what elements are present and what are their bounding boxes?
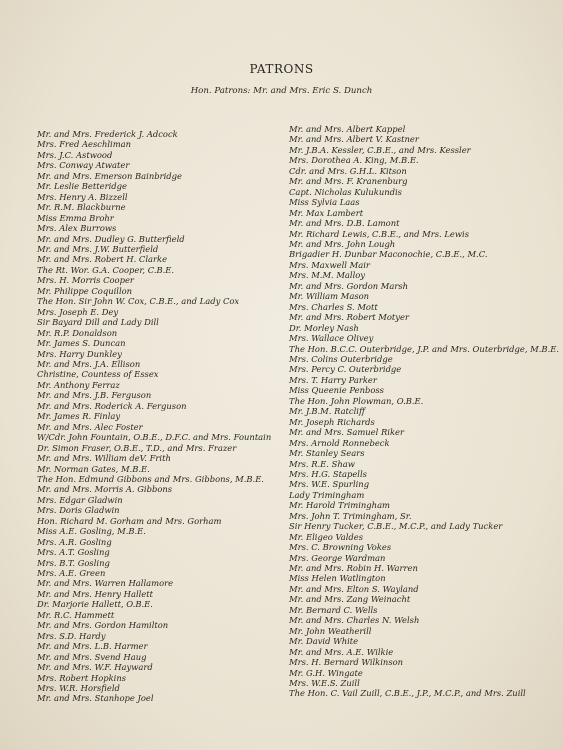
patron-entry: Mr. and Mrs. Robert H. Clarke bbox=[37, 254, 168, 265]
patron-entry: Mr. and Mrs. D.B. Lamont bbox=[289, 218, 400, 229]
hon-patrons-line: Hon. Patrons: Mr. and Mrs. Eric S. Dunch bbox=[190, 86, 373, 96]
patron-entry: Mr. and Mrs. Albert Kappel bbox=[289, 124, 406, 134]
patron-entry: Capt. Nicholas Kulukundis bbox=[289, 186, 402, 197]
patron-entry: Mrs. R.E. Shaw bbox=[289, 458, 355, 469]
patron-entry: Mrs. H. Bernard Wilkinson bbox=[289, 657, 404, 668]
patron-entry: Mrs. George Wardman bbox=[289, 552, 386, 563]
patron-entry: Mr. Anthony Ferraz bbox=[37, 379, 120, 390]
patron-entry: Mrs. H.G. Stapells bbox=[289, 468, 367, 479]
patron-entry: Mr. and Mrs. William deV. Frith bbox=[37, 453, 171, 464]
patron-entry: Mr. and Mrs. Albert V. Kastner bbox=[289, 134, 419, 145]
patron-entry: Mrs. C. Browning Vokes bbox=[289, 542, 392, 553]
patron-entry: Mr. Max Lambert bbox=[289, 207, 364, 218]
patron-entry: Mr. James R. Finlay bbox=[37, 411, 121, 422]
patron-entry: Mr. and Mrs. Stanhope Joel bbox=[37, 693, 154, 704]
patron-entry: Mr. and Mrs. J.A. Ellison bbox=[37, 358, 141, 369]
patron-entry: Mrs. Joseph E. Dey bbox=[37, 306, 119, 317]
patron-entry: W/Cdr. John Fountain, O.B.E., D.F.C. and Mrs. Fountain bbox=[37, 432, 272, 443]
patron-entry: Mrs. J.C. Astwood bbox=[37, 149, 113, 160]
patron-entry: Sir Bayard Dill and Lady Dill bbox=[37, 317, 159, 328]
patron-entry: Mr. and Mrs. F. Kranenburg bbox=[289, 176, 408, 187]
patron-entry: Mrs. Doris Gladwin bbox=[37, 505, 120, 516]
patron-entry: Mr. and Mrs. Henry Hallett bbox=[37, 588, 153, 599]
patron-entry: Mr. and Mrs. Samuel Riker bbox=[289, 427, 404, 438]
patron-entry: Mrs. John T. Trimingham, Sr. bbox=[289, 510, 412, 521]
patron-entry: Mr. Joseph Richards bbox=[289, 416, 375, 427]
patron-entry: Mr. and Mrs. Alec Foster bbox=[37, 421, 143, 432]
patron-entry: Mr. and Mrs. Charles N. Welsh bbox=[289, 615, 420, 626]
patron-entry: Mrs. B.T. Gosling bbox=[37, 557, 110, 568]
patron-entry: Mr. and Mrs. Robin H. Warren bbox=[289, 563, 418, 574]
patron-entry: Mr. and Mrs. Frederick J. Adcock bbox=[37, 129, 178, 139]
patron-entry: Mr. J.B.A. Kessler, C.B.E., and Mrs. Kessler bbox=[289, 144, 471, 155]
patron-entry: Mr. Leslie Betteridge bbox=[37, 181, 127, 192]
patron-entry: The Hon. Edmund Gibbons and Mrs. Gibbons, M.B.E. bbox=[37, 473, 264, 484]
patron-entry: Mrs. Colins Outerbridge bbox=[289, 353, 393, 364]
patron-entry: Mr. Harold Trimingham bbox=[289, 500, 390, 511]
patron-entry: Mr. G.H. Wingate bbox=[289, 667, 363, 678]
patron-entry: Hon. Richard M. Gorham and Mrs. Gorham bbox=[37, 515, 222, 526]
patron-entry: The Hon. C. Vail Zuill, C.B.E., J.P., M.C.P., and Mrs. Zuill bbox=[289, 688, 526, 699]
patron-entry: Mr. R.C. Hammett bbox=[37, 609, 115, 620]
patron-entry: Dr. Simon Fraser, O.B.E., T.D., and Mrs. Frazer bbox=[37, 442, 237, 453]
patron-entry: Mr. Philippe Coquillon bbox=[37, 285, 133, 296]
patron-entry: Mrs. Maxwell Mair bbox=[289, 259, 370, 270]
patron-entry: Mr. and Mrs. Gordon Hamilton bbox=[37, 620, 169, 631]
patron-entry: Miss Emma Brohr bbox=[37, 212, 114, 223]
patron-entry: Mr. J.B.M. Ratcliff bbox=[289, 406, 365, 417]
patron-entry: Mr. Richard Lewis, C.B.E., and Mrs. Lewis bbox=[289, 228, 470, 239]
patron-entry: Mr. Stanley Sears bbox=[289, 448, 365, 459]
patron-entry: Mrs. M.M. Malloy bbox=[289, 270, 366, 281]
patron-entry: Mrs. Robert Hopkins bbox=[37, 672, 127, 683]
patron-entry: Mrs. Wallace Olivey bbox=[289, 333, 374, 344]
patron-entry: Cdr. and Mrs. G.H.L. Kitson bbox=[289, 165, 407, 176]
patron-entry: Mr. and Mrs. Svend Haug bbox=[37, 651, 147, 662]
patron-entry: Mr. Bernard C. Wells bbox=[289, 604, 378, 615]
patrons-list-right bbox=[289, 124, 559, 699]
patron-entry: Mrs. Harry Dunkley bbox=[37, 348, 122, 359]
patron-entry: Mr. and Mrs. Roderick A. Ferguson bbox=[37, 400, 187, 411]
patron-entry: Miss Helen Watlington bbox=[289, 573, 386, 584]
patrons-list-left bbox=[37, 129, 271, 704]
patron-entry: Dr. Marjorie Hallett, O.B.E. bbox=[37, 599, 153, 610]
patron-entry: Mr. and Mrs. Elton S. Wayland bbox=[289, 583, 419, 594]
patron-entry: Mr. John Weatherill bbox=[289, 625, 372, 636]
patron-entry: Mr. James S. Duncan bbox=[37, 338, 126, 349]
patron-entry: Mr. and Mrs. Morris A. Gibbons bbox=[37, 484, 173, 495]
patron-entry: Mrs. Arnold Ronnebeck bbox=[289, 437, 390, 448]
patron-entry: Mr. R.M. Blackburne bbox=[37, 202, 126, 213]
patron-entry: Mrs. Alex Burrows bbox=[37, 223, 117, 234]
patron-entry: Mr. and Mrs. Emerson Bainbridge bbox=[37, 170, 182, 181]
patron-entry: Mr. and Mrs. Robert Motyer bbox=[289, 312, 409, 323]
patron-entry: Dr. Morley Nash bbox=[289, 322, 359, 333]
patron-entry: Mrs. A.E. Green bbox=[37, 568, 106, 579]
patron-entry: Mr. William Mason bbox=[289, 291, 370, 302]
patron-entry: Mr. and Mrs. L.B. Harmer bbox=[37, 641, 148, 652]
patron-entry: Sir Henry Tucker, C.B.E., M.C.P., and Lady Tucker bbox=[289, 521, 503, 532]
patron-entry: Mrs. Dorothea A. King, M.B.E. bbox=[289, 155, 419, 166]
patron-entry: Mrs. Conway Atwater bbox=[37, 160, 130, 171]
patron-entry: Mrs. H. Morris Cooper bbox=[37, 275, 134, 286]
patron-entry: Mrs. Fred Aeschliman bbox=[37, 139, 132, 150]
patron-entry: Mrs. W.R. Horsfield bbox=[37, 683, 120, 694]
patron-entry: Mr. and Mrs. J.W. Butterfield bbox=[37, 243, 159, 254]
patron-entry: Mr. Norman Gates, M.B.E. bbox=[37, 463, 150, 474]
patron-entry: Christine, Countess of Essex bbox=[37, 369, 159, 380]
patron-entry: Miss Sylvia Laas bbox=[289, 197, 360, 208]
patron-entry: The Hon. John Plowman, O.B.E. bbox=[289, 395, 424, 406]
patron-entry: Mr. and Mrs. J.B. Ferguson bbox=[37, 390, 152, 401]
patron-entry: Mr. and Mrs. Dudley G. Butterfield bbox=[37, 233, 185, 244]
patron-entry: Mr. and Mrs. Warren Hallamore bbox=[37, 578, 174, 589]
patron-entry: Mr. R.P. Donaldson bbox=[37, 327, 118, 338]
patron-entry: Lady Trimingham bbox=[289, 489, 365, 500]
patron-entry: Mrs. Percy C. Outerbridge bbox=[289, 364, 402, 375]
patron-entry: Mrs. W.E. Spurling bbox=[289, 479, 370, 490]
patron-entry: Mrs. Henry A. Bizzell bbox=[37, 191, 128, 202]
patron-entry: Mrs. W.E.S. Zuill bbox=[289, 678, 360, 689]
patron-entry: Mrs. A.T. Gosling bbox=[37, 547, 110, 558]
patron-entry: Mr. and Mrs. Zang Weinacht bbox=[289, 594, 411, 605]
patron-entry: The Hon. B.C.C. Outerbridge, J.P. and Mrs. Outerbridge, M.B.E. bbox=[289, 343, 560, 354]
patron-entry: Mr. and Mrs. John Lough bbox=[289, 238, 396, 249]
patron-entry: Mr. and Mrs. W.F. Hayward bbox=[37, 662, 153, 673]
patron-entry: Miss Queenie Penboss bbox=[289, 385, 384, 396]
patron-entry: Mr. and Mrs. A.E. Wilkie bbox=[289, 646, 394, 657]
patron-entry: Mrs. Charles S. Mott bbox=[289, 301, 378, 312]
patron-entry: Mr. and Mrs. Gordon Marsh bbox=[289, 280, 409, 291]
patron-entry: Mr. Eligeo Valdes bbox=[289, 531, 364, 542]
patron-entry: The Hon. Sir John W. Cox, C.B.E., and Lady Cox bbox=[37, 296, 240, 307]
patron-entry: Mr. David White bbox=[289, 636, 359, 647]
patron-entry: The Rt. Wor. G.A. Cooper, C.B.E. bbox=[37, 264, 175, 275]
patron-entry: Mrs. A.R. Gosling bbox=[37, 536, 112, 547]
page-title: PATRONS bbox=[249, 62, 314, 77]
patron-entry: Mrs. S.D. Hardy bbox=[37, 630, 106, 641]
patron-entry: Mrs. Edgar Gladwin bbox=[37, 494, 123, 505]
patron-entry: Mrs. T. Harry Parker bbox=[289, 374, 377, 385]
patron-entry: Miss A.E. Gosling, M.B.E. bbox=[37, 526, 146, 537]
patron-entry: Brigadier H. Dunbar Maconochie, C.B.E., M.C. bbox=[289, 249, 488, 260]
